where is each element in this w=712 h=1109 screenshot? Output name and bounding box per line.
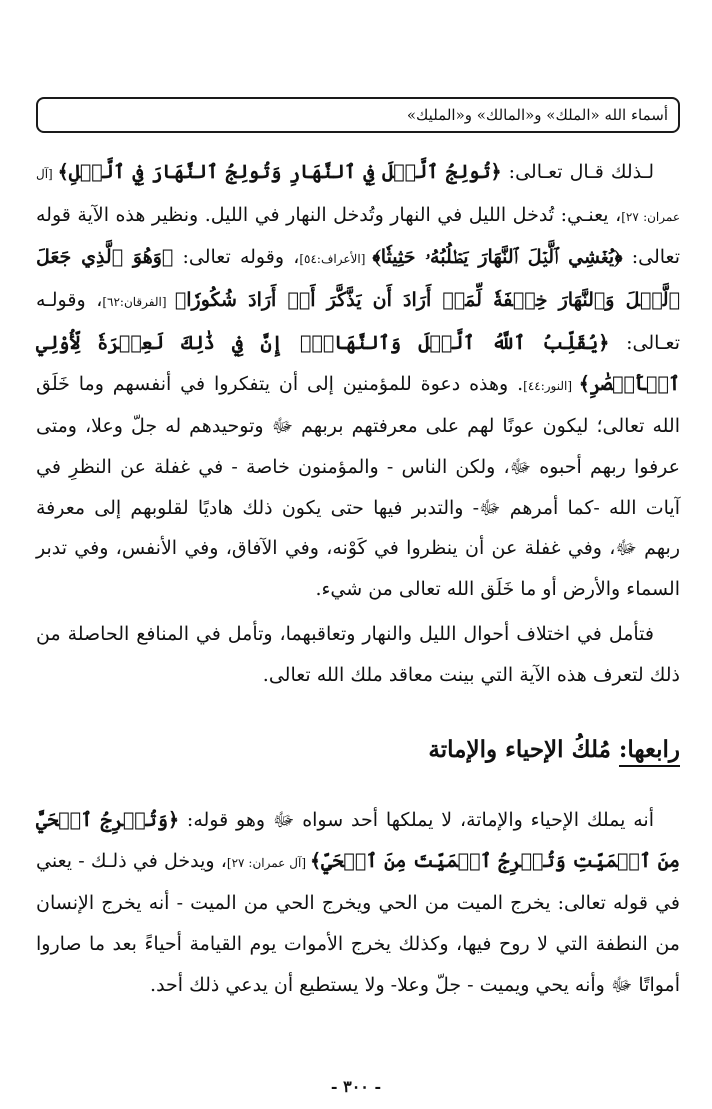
p3-text-1: أنه يملك الإحياء والإماتة، لا يملكها أحد سواه ﷻ وهو قوله: — [179, 809, 654, 831]
p2-text: فتأمل في اختلاف أحوال الليل والنهار وتعاقبهما، وتأمل في المنافع الحاصلة من ذلك لتعرف هذه الآية التي بينت معاقد ملك الله تعالى. — [36, 623, 680, 686]
p1-text-2: ، يعنـي: تُدخل الليل في النهار وتُدخل النهار في الليل. ونظير هذه الآية قوله تعالى: — [36, 203, 680, 269]
p3-text-2: ، ويدخل في ذلـك - يعني في قوله تعالى: يخرج الميت من الحي ويخرج الحي من الميت - أنه يخرج الإنسان من النطفة التي لا روح فيها، وكذلك يخرج الأموات يوم القيامة أحياءً بعد ما صاروا أمواتًا ﷻ وأنه يحي ويميت - جلّ وعلا- ولا يستطيع أن يدعي ذلك أحد. — [36, 849, 680, 996]
running-header — [36, 97, 680, 133]
p1-text-3: ، وقوله تعالى: — [173, 246, 300, 269]
p1-verse-ref-3: [الفرقان:٦٢] — [102, 295, 175, 310]
page-number: - ٣٠٠ - — [330, 1077, 382, 1096]
header-title: أسماء الله «الملك» و«المالك» و«المليك» — [406, 106, 668, 124]
p1-verse-ref-2: [الأعراف:٥٤] — [299, 252, 373, 267]
p1-quran-verse-3: ﴿وَهُوَ ٱلَّذِي جَعَلَ ٱلَّيۡلَ وَٱلنَّهَارَ خِلۡفَةٗ لِّمَنۡ أَرَادَ أَن يَذَّكَّرَ أَوۡ أَرَادَ شُكُورٗا﴾ — [36, 246, 680, 312]
p1-verse-ref-1: [آل عمران: ٢٧] — [36, 167, 680, 224]
section-label: رابعها: — [619, 736, 680, 767]
paragraph-2 — [36, 614, 680, 698]
p3-quran-verse-1: ﴿وَتُخۡرِجُ ٱلۡحَيَّ مِنَ ٱلۡمَيِّتِ وَتُخۡرِجُ ٱلۡمَيِّتَ مِنَ ٱلۡحَيِّ﴾ — [36, 809, 681, 872]
p1-text-5: . وهذه دعوة للمؤمنين إلى أن يتفكروا في أنفسهم وما خَلَق الله تعالى؛ ليكون عونًا لهم على معرفتهم بربهم ﷻ وتوحيدهم له جلّ وعلا، ومتى عرفوا ربهم أحبوه ﷻ، ولكن الناس - والمؤمنون خاصة - في غفلة عن النظرِ في آيات الله -كما أمرهم ﷻ- والتدبر فيها حتى يكون ذلك هاديًا لقلوبهم إلى معرفة ربهم ﷻ، وفي غفلة عن أن ينظروا في كَوْنه، وفي الآفاق، وفي الأنفس، وفي تدبر السماء والأرض أو ما خَلَق الله تعالى من شيء. — [36, 372, 680, 601]
paragraph-1 — [36, 152, 680, 600]
p1-quran-verse-4: ﴿يُقَلِّبُ ٱللَّهُ ٱلَّيۡلَ وَٱلنَّهَارَۚ إِنَّ فِي ذَٰلِكَ لَعِبۡرَةٗ لِّأُوْلِي ٱلۡأَبۡصَٰرِ﴾ — [36, 331, 680, 395]
p1-quran-verse-2: ﴿يُغۡشِي ٱلَّيۡلَ ٱلنَّهَارَ يَطۡلُبُهُۥ حَثِيثٗا﴾ — [372, 246, 623, 269]
page-body — [36, 152, 680, 1006]
p1-text-1: لـذلك قـال تعـالى: — [501, 161, 654, 183]
p3-verse-ref-1: [آل عمران: ٢٧] — [226, 855, 311, 870]
section-title-text: مُلكُ الإحياء والإماتة — [428, 736, 619, 763]
p1-quran-verse-1: ﴿تُولِجُ ٱلَّيۡلَ فِي ٱلنَّهَارِ وَتُولِجُ ٱلنَّهَارَ فِي ٱلَّيۡلِ﴾ — [57, 161, 502, 183]
p1-verse-ref-4: [النور:٤٤] — [523, 378, 579, 393]
p1-text-4: ، وقولـه تعـالى: — [36, 289, 680, 354]
section-heading — [36, 730, 680, 782]
paragraph-3 — [36, 800, 680, 1006]
